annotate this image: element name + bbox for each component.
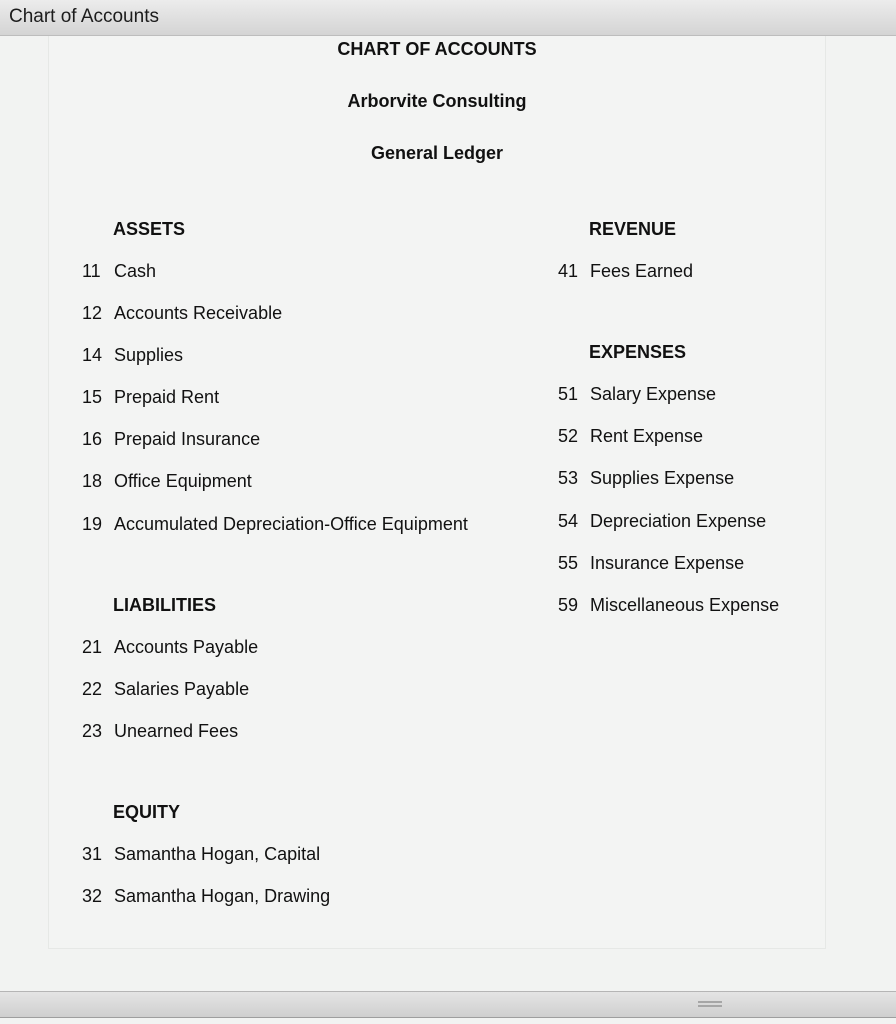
account-row (82, 514, 468, 535)
account-number: 11 (82, 261, 101, 281)
account-number: 16 (82, 429, 103, 449)
account-number: 18 (82, 471, 103, 491)
account-number: 59 (558, 595, 579, 615)
account-row (82, 345, 183, 366)
account-name: Fees Earned (590, 261, 694, 281)
account-number: 19 (82, 514, 103, 534)
window-title: Chart of Accounts (9, 6, 159, 27)
account-row (558, 384, 716, 405)
account-name: Miscellaneous Expense (590, 595, 780, 615)
account-name: Depreciation Expense (590, 511, 767, 531)
account-number: 12 (82, 303, 103, 323)
company-name: Arborvite Consulting (347, 91, 527, 111)
account-number: 52 (558, 426, 579, 446)
account-number: 54 (558, 511, 579, 531)
account-row (82, 303, 282, 324)
account-number: 22 (82, 679, 103, 699)
account-number: 55 (558, 553, 579, 573)
assets-heading: ASSETS (113, 219, 186, 239)
account-name: Office Equipment (114, 471, 252, 491)
account-number: 23 (82, 721, 103, 741)
account-name: Supplies (114, 345, 184, 365)
account-name: Unearned Fees (114, 721, 239, 741)
account-row (82, 721, 238, 742)
account-row (82, 387, 219, 408)
account-row (558, 553, 744, 574)
account-name: Accounts Receivable (114, 303, 283, 323)
account-row (82, 637, 258, 658)
account-name: Salaries Payable (114, 679, 250, 699)
account-row (558, 261, 693, 282)
equity-heading: EQUITY (113, 802, 181, 822)
resize-grip-icon[interactable] (698, 1001, 722, 1007)
account-name: Accumulated Depreciation-Office Equipment (114, 514, 468, 534)
account-number: 41 (558, 261, 579, 281)
account-name: Salary Expense (590, 384, 717, 404)
account-number: 53 (558, 468, 579, 488)
account-number: 51 (558, 384, 579, 404)
account-name: Samantha Hogan, Capital (114, 844, 321, 864)
account-number: 21 (82, 637, 103, 657)
account-row (558, 426, 703, 447)
account-number: 14 (82, 345, 103, 365)
liabilities-heading: LIABILITIES (113, 595, 216, 615)
account-name: Prepaid Insurance (114, 429, 261, 449)
account-number: 15 (82, 387, 103, 407)
expenses-heading: EXPENSES (589, 342, 687, 362)
account-name: Cash (114, 261, 157, 281)
document-title: CHART OF ACCOUNTS (337, 39, 537, 59)
account-name: Rent Expense (590, 426, 704, 446)
account-row (558, 511, 766, 532)
account-name: Supplies Expense (590, 468, 735, 488)
account-row (82, 679, 249, 700)
account-name: Prepaid Rent (114, 387, 220, 407)
ledger-title: General Ledger (370, 143, 504, 163)
account-number: 32 (82, 886, 103, 906)
account-row (82, 471, 252, 492)
account-row (558, 468, 734, 489)
account-row (82, 429, 260, 450)
account-name: Samantha Hogan, Drawing (114, 886, 331, 906)
revenue-heading: REVENUE (589, 219, 677, 239)
resize-bar[interactable] (0, 991, 896, 1018)
account-row (82, 261, 156, 282)
chart-of-accounts-page (48, 36, 826, 949)
account-number: 31 (82, 844, 103, 864)
bottom-strip (0, 1018, 896, 1024)
account-row (82, 844, 320, 865)
window-titlebar (0, 0, 896, 36)
account-row (82, 886, 330, 907)
account-name: Accounts Payable (114, 637, 259, 657)
account-row (558, 595, 779, 616)
account-name: Insurance Expense (590, 553, 745, 573)
